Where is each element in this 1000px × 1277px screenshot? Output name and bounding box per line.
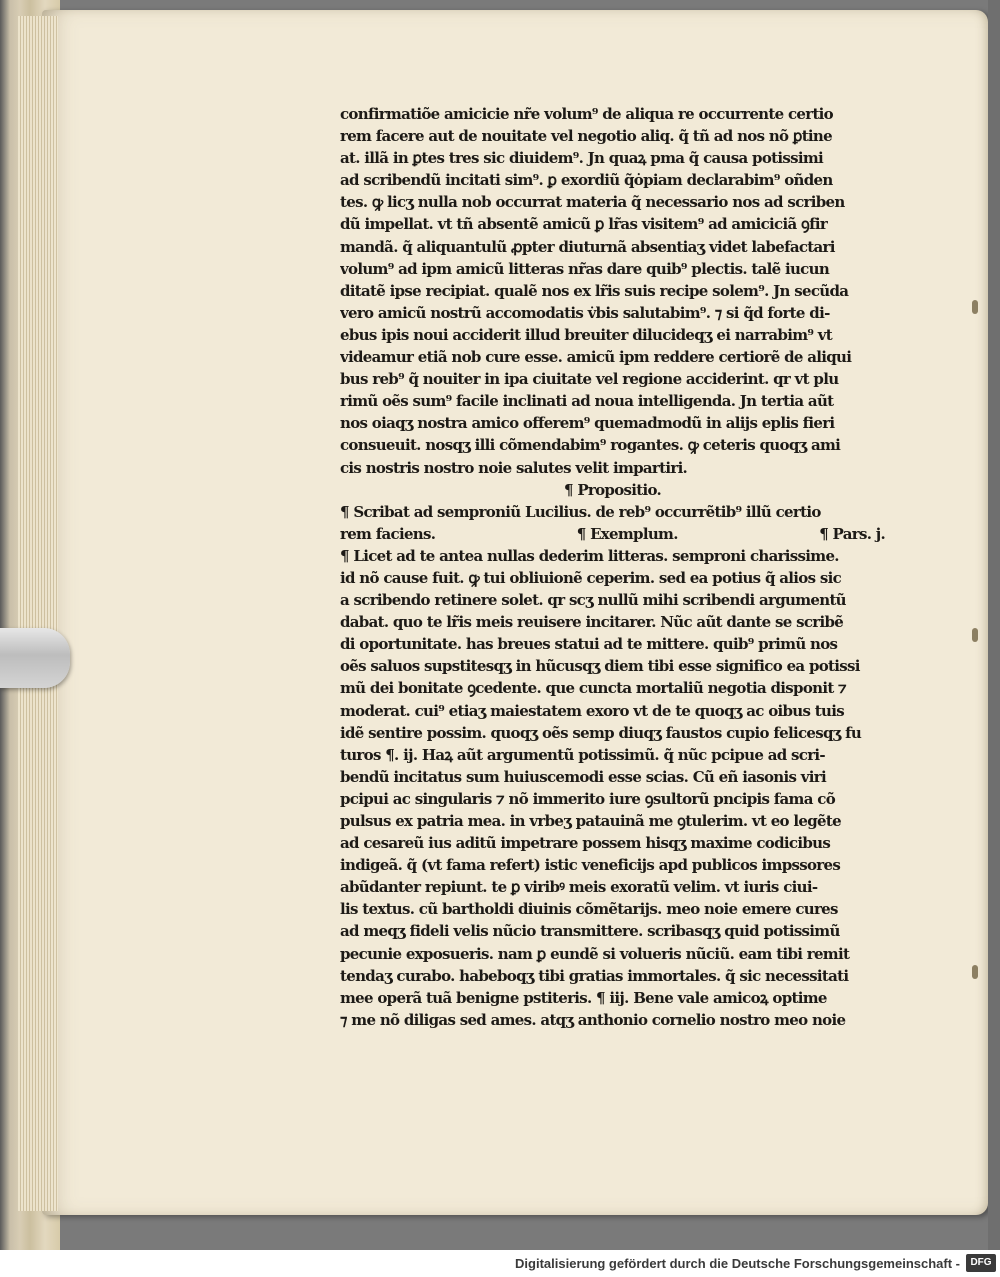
letter-line: id nõ cause fuit. ꝙ tui obliuionẽ ceperim. sed ea potius q̃ alios sic: [340, 568, 842, 587]
binding-thread: [972, 628, 978, 642]
text-line: ebus ipis noui acciderit illud breuiter dilucideqʒ ei narrabim⁹ vt: [340, 325, 832, 344]
text-line: rimũ oẽs sum⁹ facile inclinati ad noua intelligenda. Jn tertia aũt: [340, 392, 834, 411]
letter-line: turos ¶. ij. Haꝝ aũt argumentũ potissimũ. q̃ nũc pcipue ad scri-: [340, 745, 825, 764]
letter-line: lis textus. cũ bartholdi diuinis cõmẽtarijs. meo noie emere cures: [340, 900, 838, 919]
text-line: consueuit. nosqʒ illi cõmendabim⁹ rogantes. ꝙ ceteris quoqʒ ami: [340, 436, 841, 455]
text-line: nos oiaqʒ nostra amico offerem⁹ quemadmodũ in alijs eplis fieri: [340, 414, 835, 433]
binding-thread: [972, 300, 978, 314]
text-line: confirmatiõe amicicie nr̃e volum⁹ de aliqua re occurrente certio: [340, 105, 833, 123]
text-line: at. illã in ꝑtes tres sic diuidem⁹. Jn quaꝝ pma q̃ causa potissimi: [340, 149, 824, 168]
letter-line: a scribendo retinere solet. qr scʒ nullũ mihi scribendi argumentũ: [340, 591, 846, 610]
footer-credit: Digitalisierung gefördert durch die Deutsche Forschungsgemeinschaft -: [515, 1256, 960, 1271]
letter-line: ⁊ me nõ diligas sed ames. atqʒ anthonio cornelio nostro meo noie: [340, 1010, 846, 1029]
letter-line: ad cesareũ ius aditũ impetrare possem hisqʒ maxime codicibus: [340, 834, 831, 853]
letter-line: oẽs saluos supstitesqʒ in hũcusqʒ diem tibi esse significo ea potissi: [340, 657, 860, 676]
text-block: [340, 103, 885, 1031]
letter-line: mũ dei bonitate ꝯcedente. que cuncta mortaliũ negotia disponit ⁊: [340, 679, 846, 698]
text-line: tes. ꝙ licʒ nulla nob occurrat materia q̃ necessario nos ad scriben: [340, 193, 845, 212]
letter-line: tendaʒ curabo. habeboqʒ tibi gratias immortales. q̃ sic necessitati: [340, 966, 849, 985]
letter-line: di oportunitate. has breues statui ad te mittere. quib⁹ primũ nos: [340, 635, 838, 654]
dfg-logo: DFG: [966, 1254, 996, 1272]
footer-bar: [0, 1250, 1000, 1277]
page-clip: [0, 628, 70, 688]
text-line: ditatẽ ipse recipiat. qualẽ nos ex lr̃is suis recipe solem⁹. Jn secũda: [340, 281, 849, 300]
letter-line: mee operã tuã benigne pstiteris. ¶ iij. Bene vale amicoꝝ optime: [340, 988, 827, 1007]
letter-line: idẽ sentire possim. quoqʒ oẽs semp diuqʒ faustos cupio felicesqʒ fu: [340, 723, 862, 742]
letter-line: indigeã. q̃ (vt fama refert) istic veneficijs apd publicos impssores: [340, 856, 841, 875]
letter-line: pecunie exposueris. nam ꝑ eundẽ si volueris nũciũ. eam tibi remit: [340, 944, 850, 963]
text-line: dũ impellat. vt tñ absentẽ amicũ ꝑ lr̃as visitem⁹ ad amiciciã ꝯfir: [340, 215, 828, 234]
letter-line: ¶ Licet ad te antea nullas dederim litteras. semproni charissime.: [340, 546, 839, 565]
text-line: rem facere aut de nouitate vel negotio aliq. q̃ tñ ad nos nõ ꝑtine: [340, 127, 832, 146]
letter-line: pcipui ac singularis ⁊ nõ immerito iure ꝯsultorũ pncipis fama cõ: [340, 789, 836, 808]
text-line: ¶ Scribat ad semproniũ Lucilius. de reb⁹ occurrẽtib⁹ illũ certio: [340, 502, 821, 521]
text-line: vero amicũ nostrũ accomodatis v̇bis salutabim⁹. ⁊ si q̃d forte di-: [340, 303, 830, 322]
text-line: videamur etiã nob cure esse. amicũ ipm reddere certiorẽ de aliqui: [340, 348, 852, 367]
letter-line: moderat. cui⁹ etiaʒ maiestatem exoro vt de te quoqʒ ac oibus tuis: [340, 701, 844, 720]
text-line: ad scribendũ incitati sim⁹. ꝑ exordiũ q̃ȯpiam declarabim⁹ oñden: [340, 171, 833, 190]
page-edges: [18, 16, 58, 1211]
letter-line: dabat. quo te lr̃is meis reuisere incitarer. Nũc aũt dante se scribẽ: [340, 613, 844, 632]
text-line-headings: [340, 523, 885, 545]
heading-propositio: ¶ Propositio.: [563, 480, 662, 499]
text-line: bus reb⁹ q̃ nouiter in ipa ciuitate vel regione acciderint. qr vt plu: [340, 370, 839, 389]
letter-line: abũdanter repiunt. te ꝑ viribꝰ meis exoratũ velim. vt iuris ciui-: [340, 878, 818, 897]
scanner-edge: [988, 0, 1000, 1250]
text-line: cis nostris nostro noie salutes velit impartiri.: [340, 458, 688, 477]
text-line: volum⁹ ad ipm amicũ litteras nr̃as dare quib⁹ plectis. talẽ iucun: [340, 259, 830, 278]
letter-line: ad meqʒ fideli velis nũcio transmittere. scribasqʒ quid potissimũ: [340, 922, 840, 941]
letter-line: pulsus ex patria mea. in vrbeʒ patauinã me ꝯtulerim. vt eo legẽte: [340, 812, 841, 830]
heading-pars: ¶ Pars. j.: [819, 524, 885, 543]
text-line: mandã. q̃ aliquantulũ ꝓpter diuturnã absentiaʒ videt labefactari: [340, 237, 835, 256]
letter-line: bendũ incitatus sum huiuscemodi esse scias. Cũ eñ iasonis viri: [340, 767, 826, 786]
binding-thread: [972, 965, 978, 979]
text-fragment: rem faciens.: [340, 524, 436, 543]
heading-exemplum: ¶ Exemplum.: [576, 524, 678, 543]
